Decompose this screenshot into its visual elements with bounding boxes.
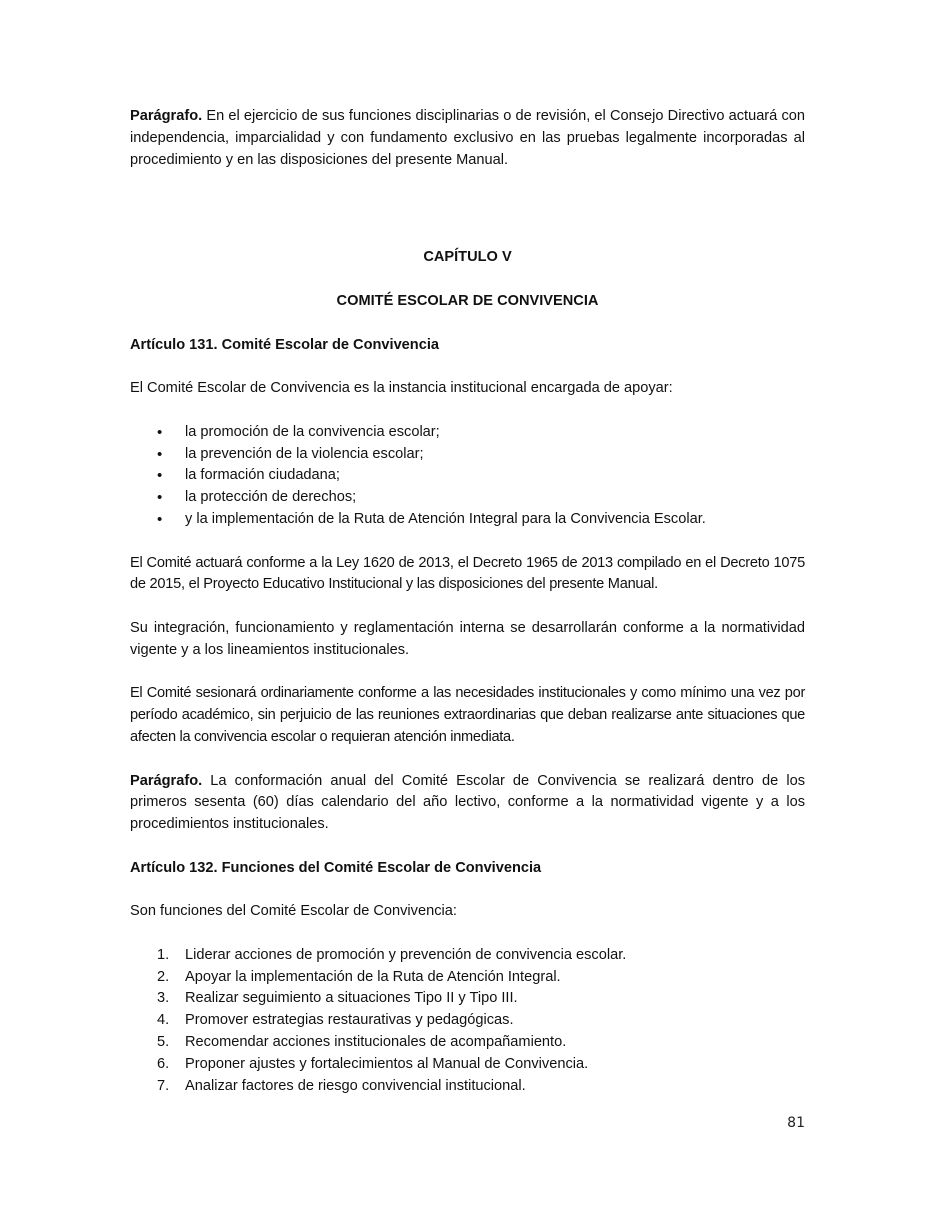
list-text: Promover estrategias restaurativas y pedagógicas. xyxy=(185,1012,514,1029)
article-131-bullet-list xyxy=(130,422,805,531)
list-item: • la promoción de la convivencia escolar; xyxy=(130,422,805,444)
list-number: 6. xyxy=(157,1055,170,1072)
list-number: 3. xyxy=(157,990,170,1007)
article-131-legal-basis: El Comité actuará conforme a la Ley 1620 de 2013, el Decreto 1965 de 2013 compilado en el Decreto 1075 de 2015, el Proyecto Educativo Institucional y las disposiciones del presente Manual. xyxy=(130,554,805,593)
paragrafo-label: Parágrafo. xyxy=(130,772,203,789)
article-132-functions-list xyxy=(130,945,805,1098)
list-item: • la protección de derechos; xyxy=(130,487,805,509)
list-text: Apoyar la implementación de la Ruta de Atención Integral. xyxy=(185,968,561,985)
list-number: 5. xyxy=(157,1034,170,1051)
list-number: 4. xyxy=(157,1012,170,1029)
article-131-sessions: El Comité sesionará ordinariamente conforme a las necesidades institucionales y como mínimo una vez por período académico, sin perjuicio de las reuniones extraordinarias que deban realizarse ante situaciones que afecten la convivencia escolar o requieran atención inmediata. xyxy=(130,685,805,745)
list-number: 7. xyxy=(157,1077,170,1094)
chapter-number: CAPÍTULO V xyxy=(423,249,512,266)
list-item xyxy=(130,967,805,989)
list-item: • la formación ciudadana; xyxy=(130,465,805,487)
list-text: Realizar seguimiento a situaciones Tipo II y Tipo III. xyxy=(185,990,518,1007)
paragrafo-label: Parágrafo. xyxy=(130,108,203,124)
paragrafo-consejo-directivo xyxy=(130,106,805,171)
list-item: • la prevención de la violencia escolar; xyxy=(130,444,805,466)
article-131-paragrafo xyxy=(130,771,805,836)
list-text: Proponer ajustes y fortalecimientos al Manual de Convivencia. xyxy=(185,1055,589,1072)
chapter-title: COMITÉ ESCOLAR DE CONVIVENCIA xyxy=(336,292,599,309)
page-number: 81 xyxy=(787,1115,805,1131)
article-132-heading-text: Artículo 132. Funciones del Comité Escolar de Convivencia xyxy=(130,859,542,876)
article-131-heading-text: Artículo 131. Comité Escolar de Convivencia xyxy=(130,336,440,353)
list-text: Recomendar acciones institucionales de acompañamiento. xyxy=(185,1034,567,1051)
article-132-heading xyxy=(130,858,805,880)
list-item xyxy=(130,1032,805,1054)
list-text: Liderar acciones de promoción y prevención de convivencia escolar. xyxy=(185,946,627,963)
article-132-intro: Son funciones del Comité Escolar de Convivencia: xyxy=(130,903,457,920)
list-item: • y la implementación de la Ruta de Atención Integral para la Convivencia Escolar. xyxy=(130,509,805,531)
list-number: 1. xyxy=(157,946,170,963)
paragrafo-text: La conformación anual del Comité Escolar de Convivencia se realizará dentro de los primeros sesenta (60) días calendario del año lectivo, conforme a la normatividad vigente y a los procedimientos institucionales. xyxy=(130,772,805,833)
article-131-heading xyxy=(130,335,805,357)
paragrafo-text: En el ejercicio de sus funciones disciplinarias o de revisión, el Consejo Directivo actuará con independencia, imparcialidad y con fundamento exclusivo en las pruebas legalmente incorporadas al procedimiento y en las disposiciones del presente Manual. xyxy=(130,108,805,168)
article-131-intro: El Comité Escolar de Convivencia es la instancia institucional encargada de apoyar: xyxy=(130,380,673,397)
list-number: 2. xyxy=(157,968,170,985)
list-item xyxy=(130,988,805,1010)
list-item xyxy=(130,1076,805,1098)
list-item xyxy=(130,1054,805,1076)
list-item xyxy=(130,945,805,967)
document-page xyxy=(130,106,805,1097)
article-131-integration: Su integración, funcionamiento y reglamentación interna se desarrollarán conforme a la normatividad vigente y a los lineamientos institucionales. xyxy=(130,619,805,658)
list-item xyxy=(130,1010,805,1032)
list-text: Analizar factores de riesgo convivencial institucional. xyxy=(185,1077,526,1094)
